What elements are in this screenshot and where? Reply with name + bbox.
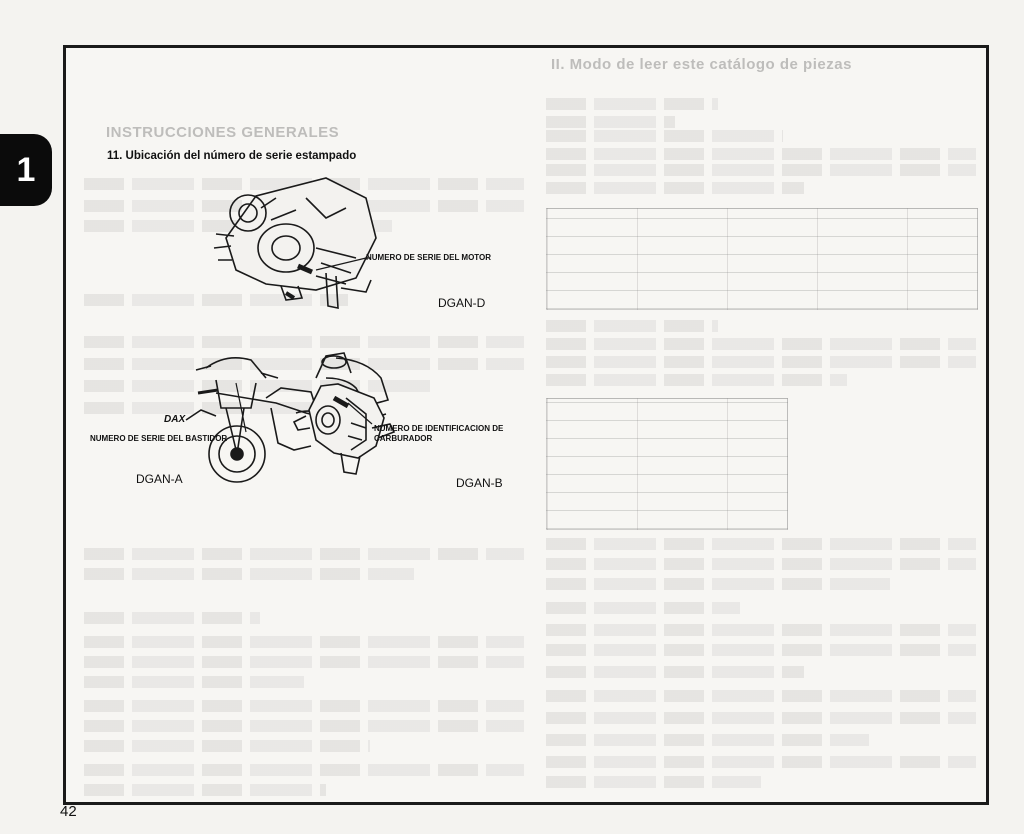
illustrations	[66, 48, 989, 805]
ghost-left-heading: INSTRUCCIONES GENERALES	[106, 124, 340, 141]
section-title: 11. Ubicación del número de serie estampado	[107, 150, 357, 162]
carb-id-label-line2: CARBURADOR	[374, 434, 433, 443]
dax-badge: DAX	[164, 414, 186, 425]
carb-id-label	[374, 424, 503, 444]
carburetor-code: DGAN-B	[456, 476, 503, 490]
chapter-number: 1	[16, 150, 36, 189]
engine-illustration	[214, 178, 376, 308]
carburetor-illustration	[294, 353, 394, 474]
motor-serial-label: NUMERO DE SERIE DEL MOTOR	[366, 253, 492, 262]
frame-serial-label: NUMERO DE SERIE DEL BASTIDOR	[90, 434, 228, 443]
page-frame	[63, 45, 989, 805]
chapter-tab	[0, 134, 52, 206]
carb-id-label-line1: NUMERO DE IDENTIFICACION DE	[374, 424, 504, 433]
ghost-right-heading: II. Modo de leer este catálogo de piezas	[551, 56, 852, 73]
engine-code: DGAN-D	[438, 296, 486, 310]
frame-code: DGAN-A	[136, 472, 183, 486]
page-number: 42	[60, 803, 77, 820]
